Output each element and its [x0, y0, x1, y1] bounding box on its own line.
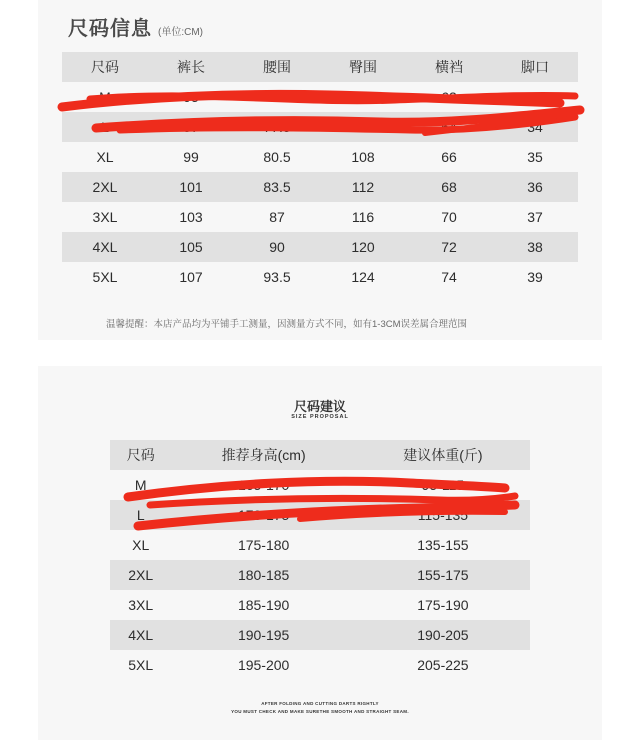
table-cell: M	[134, 477, 147, 493]
table-cell: 101	[148, 172, 234, 202]
table-cell: 115-135	[356, 500, 530, 530]
table-cell: 5XL	[128, 657, 154, 673]
table-cell: 83.5	[234, 172, 320, 202]
table-cell: L	[110, 500, 171, 530]
size-proposal-table	[110, 440, 530, 680]
size-info-unit: (单位:CM)	[158, 27, 203, 38]
table-cell: 205-225	[417, 657, 469, 673]
table-cell: L	[62, 112, 148, 142]
table-cell: 104	[320, 112, 406, 142]
table-cell: M	[99, 89, 111, 105]
size-info-title: 尺码信息	[68, 18, 152, 40]
table-cell: 107	[179, 269, 203, 285]
table-cell: 62	[441, 89, 457, 105]
table-cell: 80.5	[263, 149, 291, 165]
size-proposal-card	[38, 366, 602, 740]
header-cell: 裤长	[148, 52, 234, 82]
table-cell: 2XL	[62, 172, 148, 202]
header-cell: 脚口	[492, 52, 578, 82]
size-info-header	[68, 12, 203, 41]
table-cell: 2XL	[110, 560, 171, 590]
table-cell: 175-190	[417, 597, 469, 613]
header-cell: 腰围	[234, 52, 320, 82]
table-cell: 195-200	[237, 657, 290, 673]
table-cell: 35	[527, 149, 543, 165]
table-cell: 170-175	[171, 500, 355, 530]
table-cell: 99	[183, 149, 199, 165]
table-header-row	[62, 52, 578, 82]
table-cell: XL	[132, 537, 150, 553]
table-cell: 34	[492, 112, 578, 142]
table-cell: 165-170	[237, 477, 290, 493]
table-cell: XL	[96, 149, 114, 165]
measurement-note: 温馨提醒：本店产品均为平铺手工测量，因测量方式不同，如有1-3CM误差属合理范围	[106, 319, 468, 330]
table-cell: 190-205	[356, 620, 530, 650]
table-cell: 180-185	[171, 560, 355, 590]
table-cell: 39	[527, 269, 543, 285]
table-cell: 66	[441, 149, 457, 165]
header-cell: 臀围	[320, 52, 406, 82]
table-cell: 155-175	[356, 560, 530, 590]
table-cell: 64	[406, 112, 492, 142]
table-cell: 77.5	[234, 112, 320, 142]
table-cell: 100	[351, 89, 375, 105]
table-cell: 124	[351, 269, 375, 285]
table-row	[62, 142, 578, 172]
table-cell: 185-190	[237, 597, 290, 613]
table-row	[110, 470, 530, 500]
table-cell: 5XL	[92, 269, 118, 285]
table-row	[62, 202, 578, 232]
size-proposal-subtitle: SIZE PROPOSAL	[291, 414, 349, 420]
table-cell: 93.5	[263, 269, 291, 285]
table-cell: 3XL	[92, 209, 118, 225]
table-cell: 120	[320, 232, 406, 262]
table-row	[62, 112, 578, 142]
footer-line-2: YOU MUST CHECK AND MAKE SURETHE SMOOTH AND STRAIGHT SEAM.	[231, 709, 409, 714]
table-cell: 3XL	[128, 597, 154, 613]
table-row	[110, 650, 530, 680]
table-row	[110, 620, 530, 650]
table-cell: 74	[441, 269, 457, 285]
table-cell: 36	[492, 172, 578, 202]
header-cell: 横裆	[406, 52, 492, 82]
table-row	[62, 82, 578, 112]
table-cell: 112	[320, 172, 406, 202]
table-row	[110, 530, 530, 560]
table-cell: 33	[527, 89, 543, 105]
table-cell: 190-195	[171, 620, 355, 650]
table-row	[110, 590, 530, 620]
size-info-table	[62, 52, 578, 292]
table-cell: 97	[148, 112, 234, 142]
table-row	[110, 560, 530, 590]
table-cell: 116	[351, 209, 375, 225]
table-cell: 37	[527, 209, 543, 225]
table-cell: 95-115	[421, 477, 465, 493]
table-row	[110, 500, 530, 530]
table-cell: 95	[183, 89, 199, 105]
table-cell: 68	[406, 172, 492, 202]
table-cell: 87	[269, 209, 285, 225]
table-cell: 103	[179, 209, 203, 225]
table-row	[62, 172, 578, 202]
table-row	[62, 262, 578, 292]
table-cell: 4XL	[62, 232, 148, 262]
table-cell: 108	[351, 149, 375, 165]
table-row	[62, 232, 578, 262]
size-info-card	[38, 0, 602, 340]
table-cell: 72	[406, 232, 492, 262]
footer-line-1: AFTER FOLDING AND CUTTING DARTS RIGHTLY	[261, 701, 379, 706]
table-header-row	[110, 440, 530, 470]
header-cell: 尺码	[110, 440, 171, 470]
table-cell: 105	[148, 232, 234, 262]
header-cell: 建议体重(斤)	[356, 440, 530, 470]
table-cell: 4XL	[110, 620, 171, 650]
header-cell: 尺码	[62, 52, 148, 82]
table-cell: 38	[492, 232, 578, 262]
header-cell: 推荐身高(cm)	[171, 440, 355, 470]
size-proposal-title: 尺码建议	[293, 399, 346, 414]
table-cell: 175-180	[237, 537, 290, 553]
table-cell: 70	[441, 209, 457, 225]
table-cell: 135-155	[417, 537, 469, 553]
table-cell: 74	[269, 89, 285, 105]
table-cell: 90	[234, 232, 320, 262]
